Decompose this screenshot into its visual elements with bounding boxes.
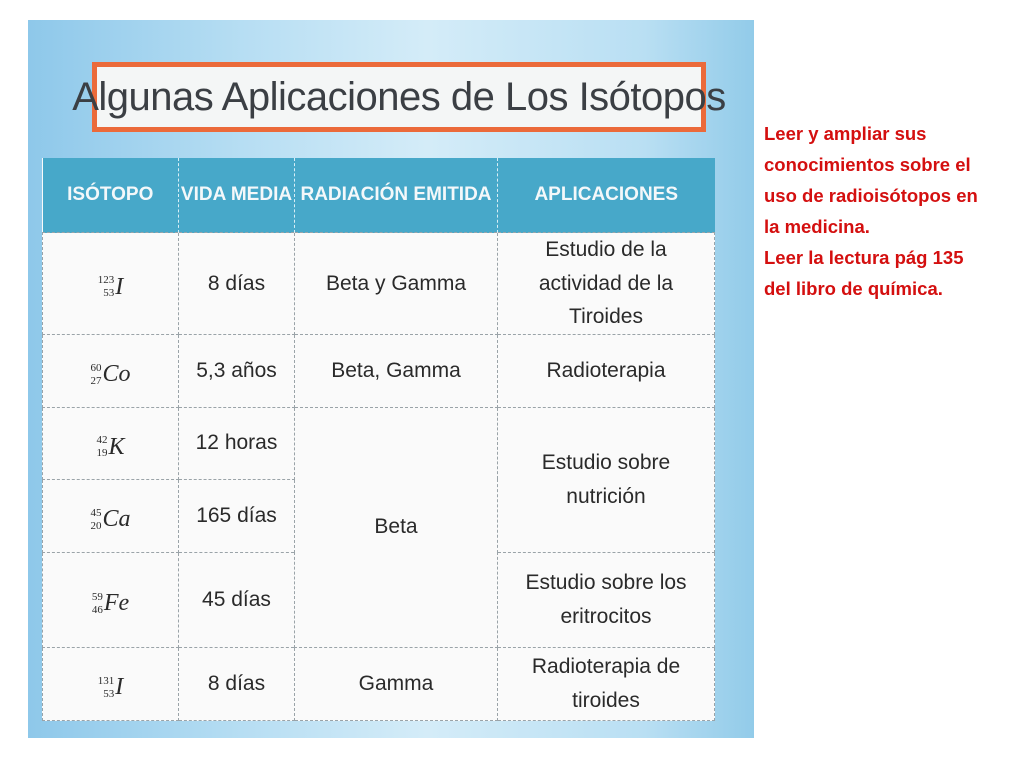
element-symbol: Co — [102, 361, 131, 388]
nuclide-symbol — [90, 355, 130, 393]
mass-number: 60 — [90, 361, 102, 374]
table-row — [43, 407, 715, 479]
half-life-cell: 45 días — [179, 552, 295, 647]
half-life-cell: 8 días — [179, 647, 295, 720]
nuclide-symbol — [90, 500, 130, 538]
table-row — [43, 233, 715, 335]
application-cell: Estudio de la actividad de la Tiroides — [498, 233, 715, 335]
element-symbol: I — [115, 674, 124, 701]
half-life-cell: 165 días — [179, 479, 295, 552]
element-symbol: Fe — [103, 590, 130, 617]
radiation-cell: Beta y Gamma — [295, 233, 498, 335]
application-cell: Radioterapia — [498, 334, 715, 407]
isotope-cell — [43, 233, 179, 335]
radiation-cell: Beta, Gamma — [295, 334, 498, 407]
half-life-cell: 8 días — [179, 233, 295, 335]
mass-number: 59 — [91, 590, 103, 603]
atomic-number: 53 — [103, 287, 115, 300]
isotope-cell — [43, 647, 179, 720]
mass-number: 42 — [96, 434, 108, 447]
note-line: Leer y ampliar sus conocimientos sobre el uso de radioisótopos en la medicina. — [764, 123, 978, 237]
element-symbol: I — [115, 273, 124, 300]
application-cell: Radioterapia de tiroides — [498, 647, 715, 720]
half-life-cell: 12 horas — [179, 407, 295, 479]
mass-number: 45 — [90, 506, 102, 519]
table-row — [43, 647, 715, 720]
atomic-number: 19 — [96, 447, 108, 459]
atomic-number: 53 — [103, 687, 115, 700]
atomic-number: 27 — [90, 374, 102, 387]
title-banner — [72, 62, 726, 132]
note-line: Leer la lectura pág 135 del libro de química. — [764, 247, 964, 299]
table-row — [43, 334, 715, 407]
isotope-cell — [43, 479, 179, 552]
element-symbol: K — [108, 433, 125, 460]
atomic-number: 20 — [90, 519, 102, 532]
slide-title: Algunas Aplicaciones de Los Isótopos — [97, 67, 701, 127]
header-isotope: ISÓTOPO — [43, 158, 179, 233]
element-symbol: Ca — [102, 506, 131, 533]
nuclide-symbol — [98, 268, 124, 306]
isotope-cell — [43, 552, 179, 647]
isotopes-table — [42, 158, 715, 721]
application-cell: Estudio sobre los eritrocitos — [498, 552, 715, 647]
isotope-cell — [43, 407, 179, 479]
half-life-cell: 5,3 años — [179, 334, 295, 407]
isotope-cell — [43, 334, 179, 407]
table-header-row — [43, 158, 715, 233]
header-radiation: RADIACIÓN EMITIDA — [295, 158, 498, 233]
header-half-life: VIDA MEDIA — [179, 158, 295, 233]
nuclide-symbol — [96, 428, 124, 466]
header-applications: APLICACIONES — [498, 158, 715, 233]
radiation-cell: Beta — [295, 407, 498, 647]
nuclide-symbol — [98, 668, 124, 706]
radiation-cell: Gamma — [295, 647, 498, 720]
application-cell: Estudio sobre nutrición — [498, 407, 715, 552]
instruction-note — [764, 118, 994, 304]
mass-number: 123 — [97, 274, 115, 287]
nuclide-symbol — [92, 584, 129, 622]
atomic-number: 46 — [91, 603, 103, 616]
mass-number: 131 — [97, 674, 115, 687]
